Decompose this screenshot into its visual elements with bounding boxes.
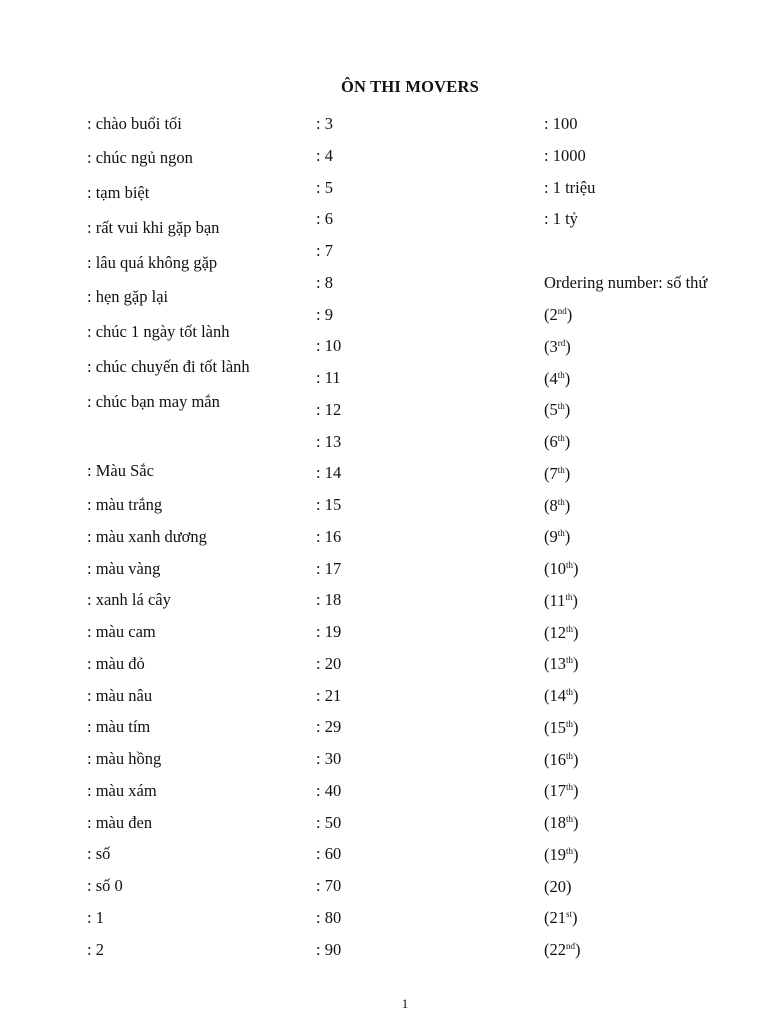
- number-item: : 30: [316, 749, 342, 768]
- ordinal-suffix: th: [557, 497, 565, 507]
- color-item: : màu đen: [87, 813, 153, 832]
- phrase-item: : lâu quá không gặp: [87, 253, 218, 272]
- ordinal-close: ): [564, 400, 571, 419]
- ordinal-number: (12: [544, 623, 566, 642]
- color-item: : màu xám: [87, 781, 157, 800]
- page-number: 1: [401, 996, 409, 1011]
- ordinal-close: ): [566, 877, 572, 896]
- ordinal-close: ): [573, 623, 579, 642]
- ordinal-close: ): [566, 305, 573, 324]
- ordinal-item: [544, 371, 570, 388]
- ordinal-close: ): [573, 750, 579, 769]
- ordinal-close: ): [564, 432, 571, 451]
- phrase-item: : chúc chuyến đi tốt lành: [87, 357, 250, 376]
- ordinal-item: [544, 847, 579, 864]
- ordinal-item: [544, 307, 572, 324]
- color-heading: : Màu Sắc: [87, 461, 154, 480]
- number-item: : 20: [316, 654, 342, 673]
- number-item: : 4: [316, 146, 333, 165]
- number-item: : 80: [316, 908, 342, 927]
- ordinal-close: ): [573, 781, 579, 800]
- ordinal-suffix: th: [566, 814, 574, 824]
- ordinal-close: ): [572, 908, 578, 927]
- ordinal-item: [544, 434, 570, 451]
- number-item: : 12: [316, 400, 342, 419]
- ordinal-number: (16: [544, 750, 566, 769]
- ordinal-number: (13: [544, 654, 566, 673]
- number-item: : 16: [316, 527, 342, 546]
- number-item: : 60: [316, 844, 342, 863]
- ordinal-item: [544, 752, 579, 769]
- number-item: : số 0: [87, 876, 123, 895]
- ordinal-number: (15: [544, 718, 566, 737]
- ordinal-item: [544, 529, 570, 546]
- ordinal-close: ): [564, 527, 571, 546]
- ordinal-close: ): [575, 940, 581, 959]
- number-item: : 6: [316, 209, 333, 228]
- ordinal-number: (18: [544, 813, 566, 832]
- ordinal-item: [544, 561, 579, 578]
- number-item: : 13: [316, 432, 342, 451]
- ordinal-item: [544, 910, 578, 927]
- number-item: : 100: [544, 114, 578, 133]
- ordinal-suffix: st: [566, 909, 573, 919]
- ordinal-suffix: rd: [557, 338, 566, 348]
- number-item: : 19: [316, 622, 342, 641]
- number-item: : 3: [316, 114, 333, 133]
- color-item: : màu xanh dương: [87, 527, 207, 546]
- ordinal-close: ): [573, 686, 579, 705]
- number-item: : 40: [316, 781, 342, 800]
- ordinal-item: [544, 498, 570, 515]
- ordinal-item: [544, 942, 581, 959]
- ordinal-suffix: nd: [557, 306, 567, 316]
- ordinal-close: ): [564, 369, 571, 388]
- ordinal-number: (10: [544, 559, 566, 578]
- ordinal-item: [544, 466, 570, 483]
- ordinal-item: [544, 593, 578, 610]
- phrase-item: : chúc bạn may mắn: [87, 392, 220, 411]
- ordinal-number: (21: [544, 908, 566, 927]
- ordinal-number: (22: [544, 940, 566, 959]
- ordinal-number: (19: [544, 845, 566, 864]
- number-item: : 1: [87, 908, 104, 927]
- ordinal-suffix: th: [557, 465, 565, 475]
- number-item: : 15: [316, 495, 342, 514]
- color-item: : xanh lá cây: [87, 590, 171, 609]
- ordinal-item: [544, 688, 579, 705]
- number-item: : 9: [316, 305, 333, 324]
- phrase-item: : chúc 1 ngày tốt lành: [87, 322, 230, 341]
- number-item: : 1 tỷ: [544, 209, 578, 228]
- number-item: : 70: [316, 876, 342, 895]
- ordinal-close: ): [564, 496, 571, 515]
- number-item: : 1 triệu: [544, 178, 596, 197]
- ordinal-suffix: th: [565, 592, 573, 602]
- number-item: : 50: [316, 813, 342, 832]
- number-item: : 11: [316, 368, 341, 387]
- ordinal-suffix: th: [566, 687, 574, 697]
- ordinal-number: (9: [544, 527, 558, 546]
- ordinal-close: ): [564, 464, 571, 483]
- color-item: : màu hồng: [87, 749, 162, 768]
- number-item: : 5: [316, 178, 333, 197]
- number-item: : 14: [316, 463, 342, 482]
- ordinal-suffix: th: [566, 560, 574, 570]
- ordinal-number: (8: [544, 496, 558, 515]
- ordinal-item: [544, 879, 572, 896]
- ordinal-close: ): [572, 591, 578, 610]
- ordinal-number: (7: [544, 464, 558, 483]
- ordinal-suffix: nd: [566, 941, 575, 951]
- ordinal-item: [544, 783, 579, 800]
- ordinal-close: ): [573, 559, 579, 578]
- ordinal-suffix: th: [566, 751, 574, 761]
- number-item: : 18: [316, 590, 342, 609]
- color-item: : màu trắng: [87, 495, 163, 514]
- ordinal-item: [544, 720, 579, 737]
- ordinal-number: (3: [544, 337, 558, 356]
- number-item: : 90: [316, 940, 342, 959]
- phrase-item: : tạm biệt: [87, 183, 150, 202]
- number-item: : 17: [316, 559, 342, 578]
- ordinal-item: [544, 815, 579, 832]
- ordinal-number: (17: [544, 781, 566, 800]
- ordinal-suffix: th: [557, 433, 565, 443]
- ordinal-number: (11: [544, 591, 566, 610]
- ordinal-item: [544, 656, 579, 673]
- ordinal-close: ): [573, 845, 579, 864]
- phrase-item: : chào buổi tối: [87, 114, 182, 133]
- ordinal-number: (5: [544, 400, 558, 419]
- ordinal-item: [544, 625, 579, 642]
- ordinal-suffix: th: [566, 846, 574, 856]
- ordinal-item: [544, 402, 570, 419]
- ordinal-suffix: th: [566, 719, 574, 729]
- ordinal-number: (2: [544, 305, 558, 324]
- color-item: : màu cam: [87, 622, 156, 641]
- ordinal-close: ): [565, 337, 571, 356]
- number-item: : số: [87, 844, 111, 863]
- number-item: : 1000: [544, 146, 586, 165]
- ordinal-suffix: th: [557, 370, 565, 380]
- color-item: : màu nâu: [87, 686, 153, 705]
- document-title: ÔN THI MOVERS: [341, 77, 479, 96]
- phrase-item: : hẹn gặp lại: [87, 287, 169, 306]
- number-item: : 8: [316, 273, 333, 292]
- color-item: : màu đỏ: [87, 654, 145, 673]
- ordinal-close: ): [573, 813, 579, 832]
- ordinal-close: ): [573, 654, 579, 673]
- ordering-heading: Ordering number: số thứ: [544, 273, 708, 292]
- phrase-item: : rất vui khi gặp bạn: [87, 218, 220, 237]
- color-item: : màu vàng: [87, 559, 161, 578]
- ordinal-suffix: th: [566, 624, 574, 634]
- ordinal-number: (14: [544, 686, 566, 705]
- color-item: : màu tím: [87, 717, 151, 736]
- ordinal-number: (20: [544, 877, 566, 896]
- ordinal-number: (4: [544, 369, 558, 388]
- number-item: : 21: [316, 686, 342, 705]
- phrase-item: : chúc ngủ ngon: [87, 148, 193, 167]
- number-item: : 7: [316, 241, 333, 260]
- ordinal-number: (6: [544, 432, 558, 451]
- ordinal-suffix: th: [566, 655, 574, 665]
- ordinal-item: [544, 339, 571, 356]
- number-item: : 2: [87, 940, 104, 959]
- number-item: : 10: [316, 336, 342, 355]
- ordinal-close: ): [573, 718, 579, 737]
- ordinal-suffix: th: [566, 782, 574, 792]
- ordinal-suffix: th: [557, 401, 565, 411]
- ordinal-suffix: th: [557, 528, 565, 538]
- number-item: : 29: [316, 717, 342, 736]
